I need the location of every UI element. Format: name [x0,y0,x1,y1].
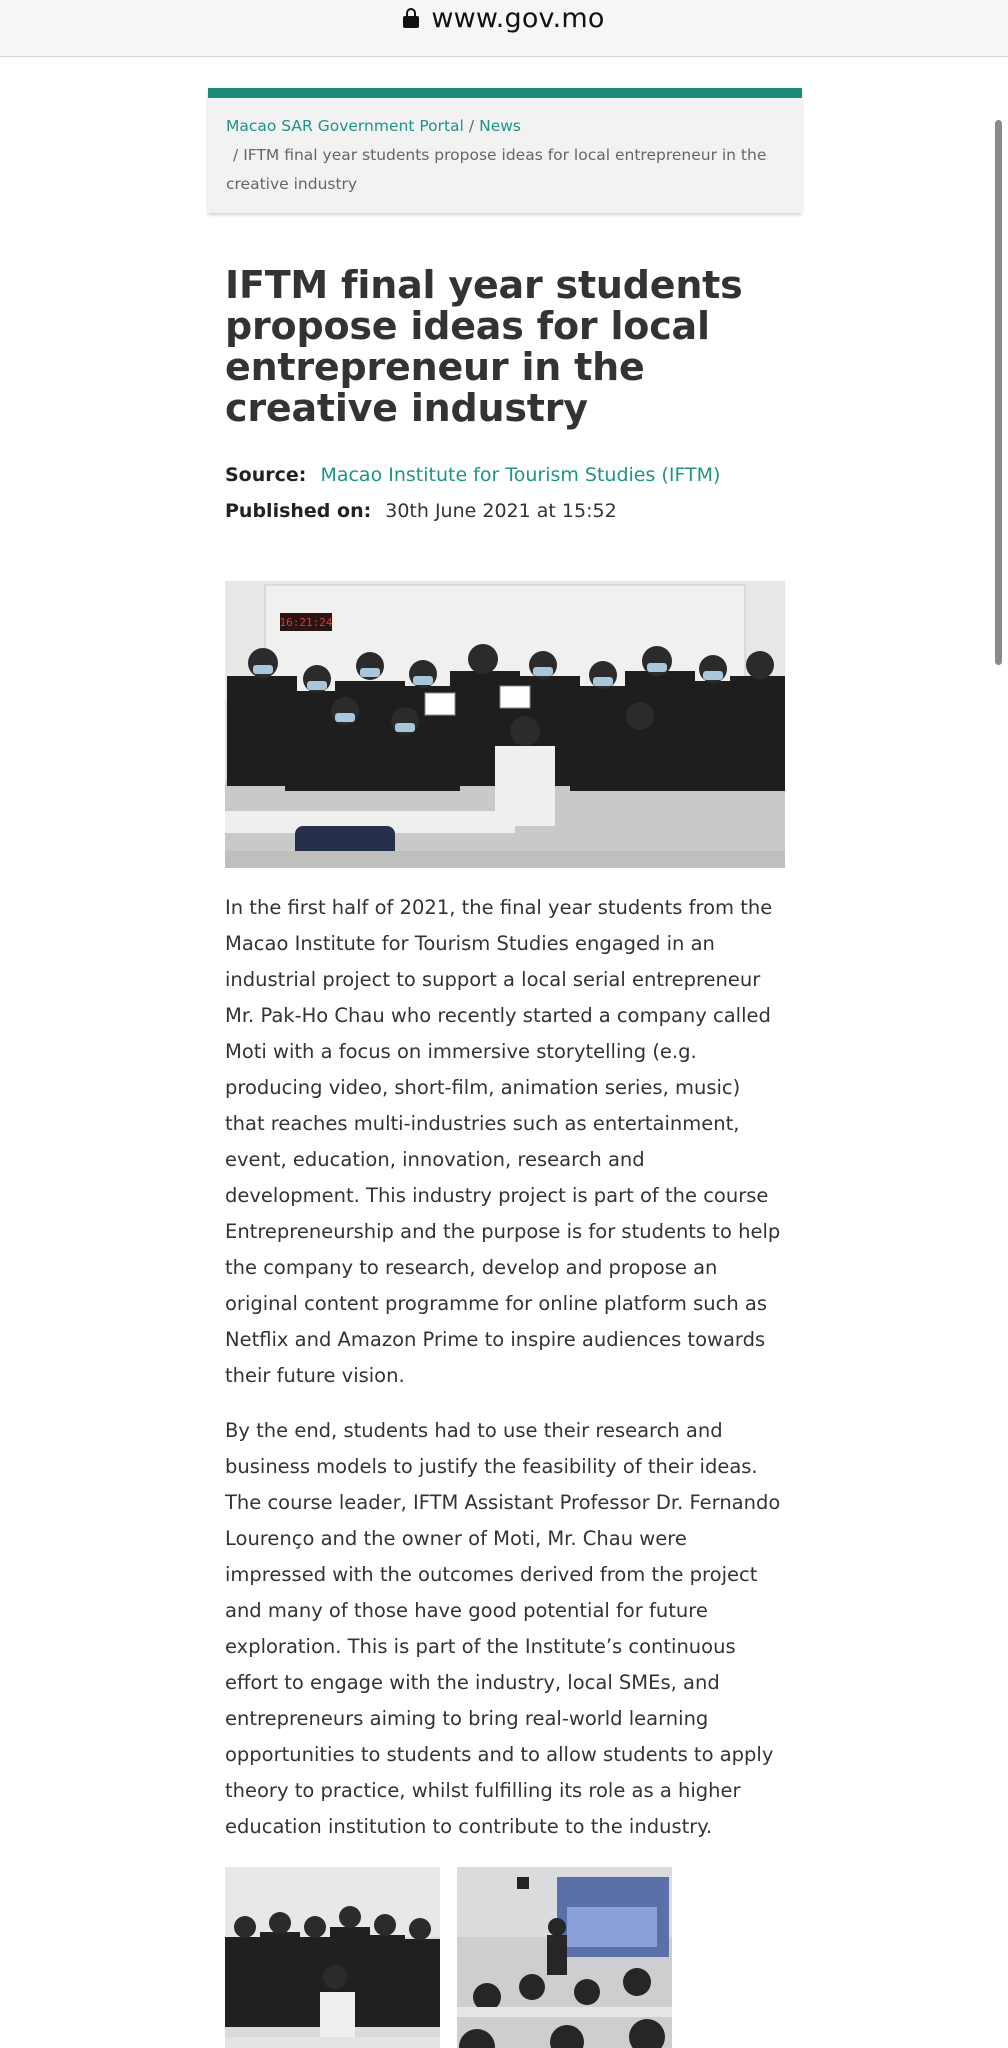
source-link[interactable]: Macao Institute for Tourism Studies (IFTM) [320,464,721,486]
gallery-photo-classroom[interactable] [457,1867,672,2048]
lock-icon [403,8,419,28]
group-photo-thumbnail [225,1867,440,2048]
breadcrumb-link-portal[interactable]: Macao SAR Government Portal [226,117,464,135]
page-scrollbar[interactable] [995,120,1002,665]
article-title: IFTM final year students propose ideas for local entrepreneur in the creative industry [225,263,743,430]
breadcrumb [208,88,802,213]
hero-group-photo[interactable] [225,581,785,868]
published-date: 30th June 2021 at 15:52 [385,500,617,522]
article-meta [225,457,785,529]
classroom-photo-thumbnail [457,1867,672,2048]
browser-address-bar[interactable] [0,0,1008,57]
wall-clock-time: 16:21:24 [279,616,333,629]
source-label: Source: [225,464,307,486]
published-label: Published on: [225,500,372,522]
group-photo-illustration [225,581,785,868]
url-text[interactable]: www.gov.mo [431,2,605,34]
article-paragraph-2: By the end, students had to use their research and business models to justify the feasibility of their ideas. The course leader, IFTM Assistant Professor Dr. Fernando Lourenço and the owner of Moti, Mr. Chau were impressed with the outcomes derived from the project and many of those have good potential for future exploration. This is part of the Institute’s continuous effort to engage with the industry, local SMEs, and entrepreneurs aiming to bring real-world learning opportunities to students and to allow students to apply theory to practice, whilst fulfilling its role as a higher education institution to contribute to the industry. [225,1419,781,1838]
photo-gallery [225,1867,785,2048]
gallery-photo-group[interactable] [225,1867,440,2048]
breadcrumb-separator: / [233,146,239,164]
source-row [225,457,785,493]
breadcrumb-separator: / [468,117,475,135]
article-paragraph-1: In the first half of 2021, the final year students from the Macao Institute for Tourism Studies engaged in an industrial project to support a local serial entrepreneur Mr. Pak-Ho Chau who recently started a company called Moti with a focus on immersive storytelling (e.g. producing video, short-film, animation series, music) that reaches multi-industries such as entertainment, event, education, innovation, research and development. This industry project is part of the course Entrepreneurship and the purpose is for students to help the company to research, develop and propose an original content programme for online platform such as Netflix and Amazon Prime to inspire audiences towards their future vision. [225,896,781,1387]
breadcrumb-link-news[interactable]: News [479,117,521,135]
article-content [208,265,802,2048]
published-row [225,493,785,529]
article-page [208,88,802,2048]
breadcrumb-current: IFTM final year students propose ideas for local entrepreneur in the creative industry [226,146,767,193]
